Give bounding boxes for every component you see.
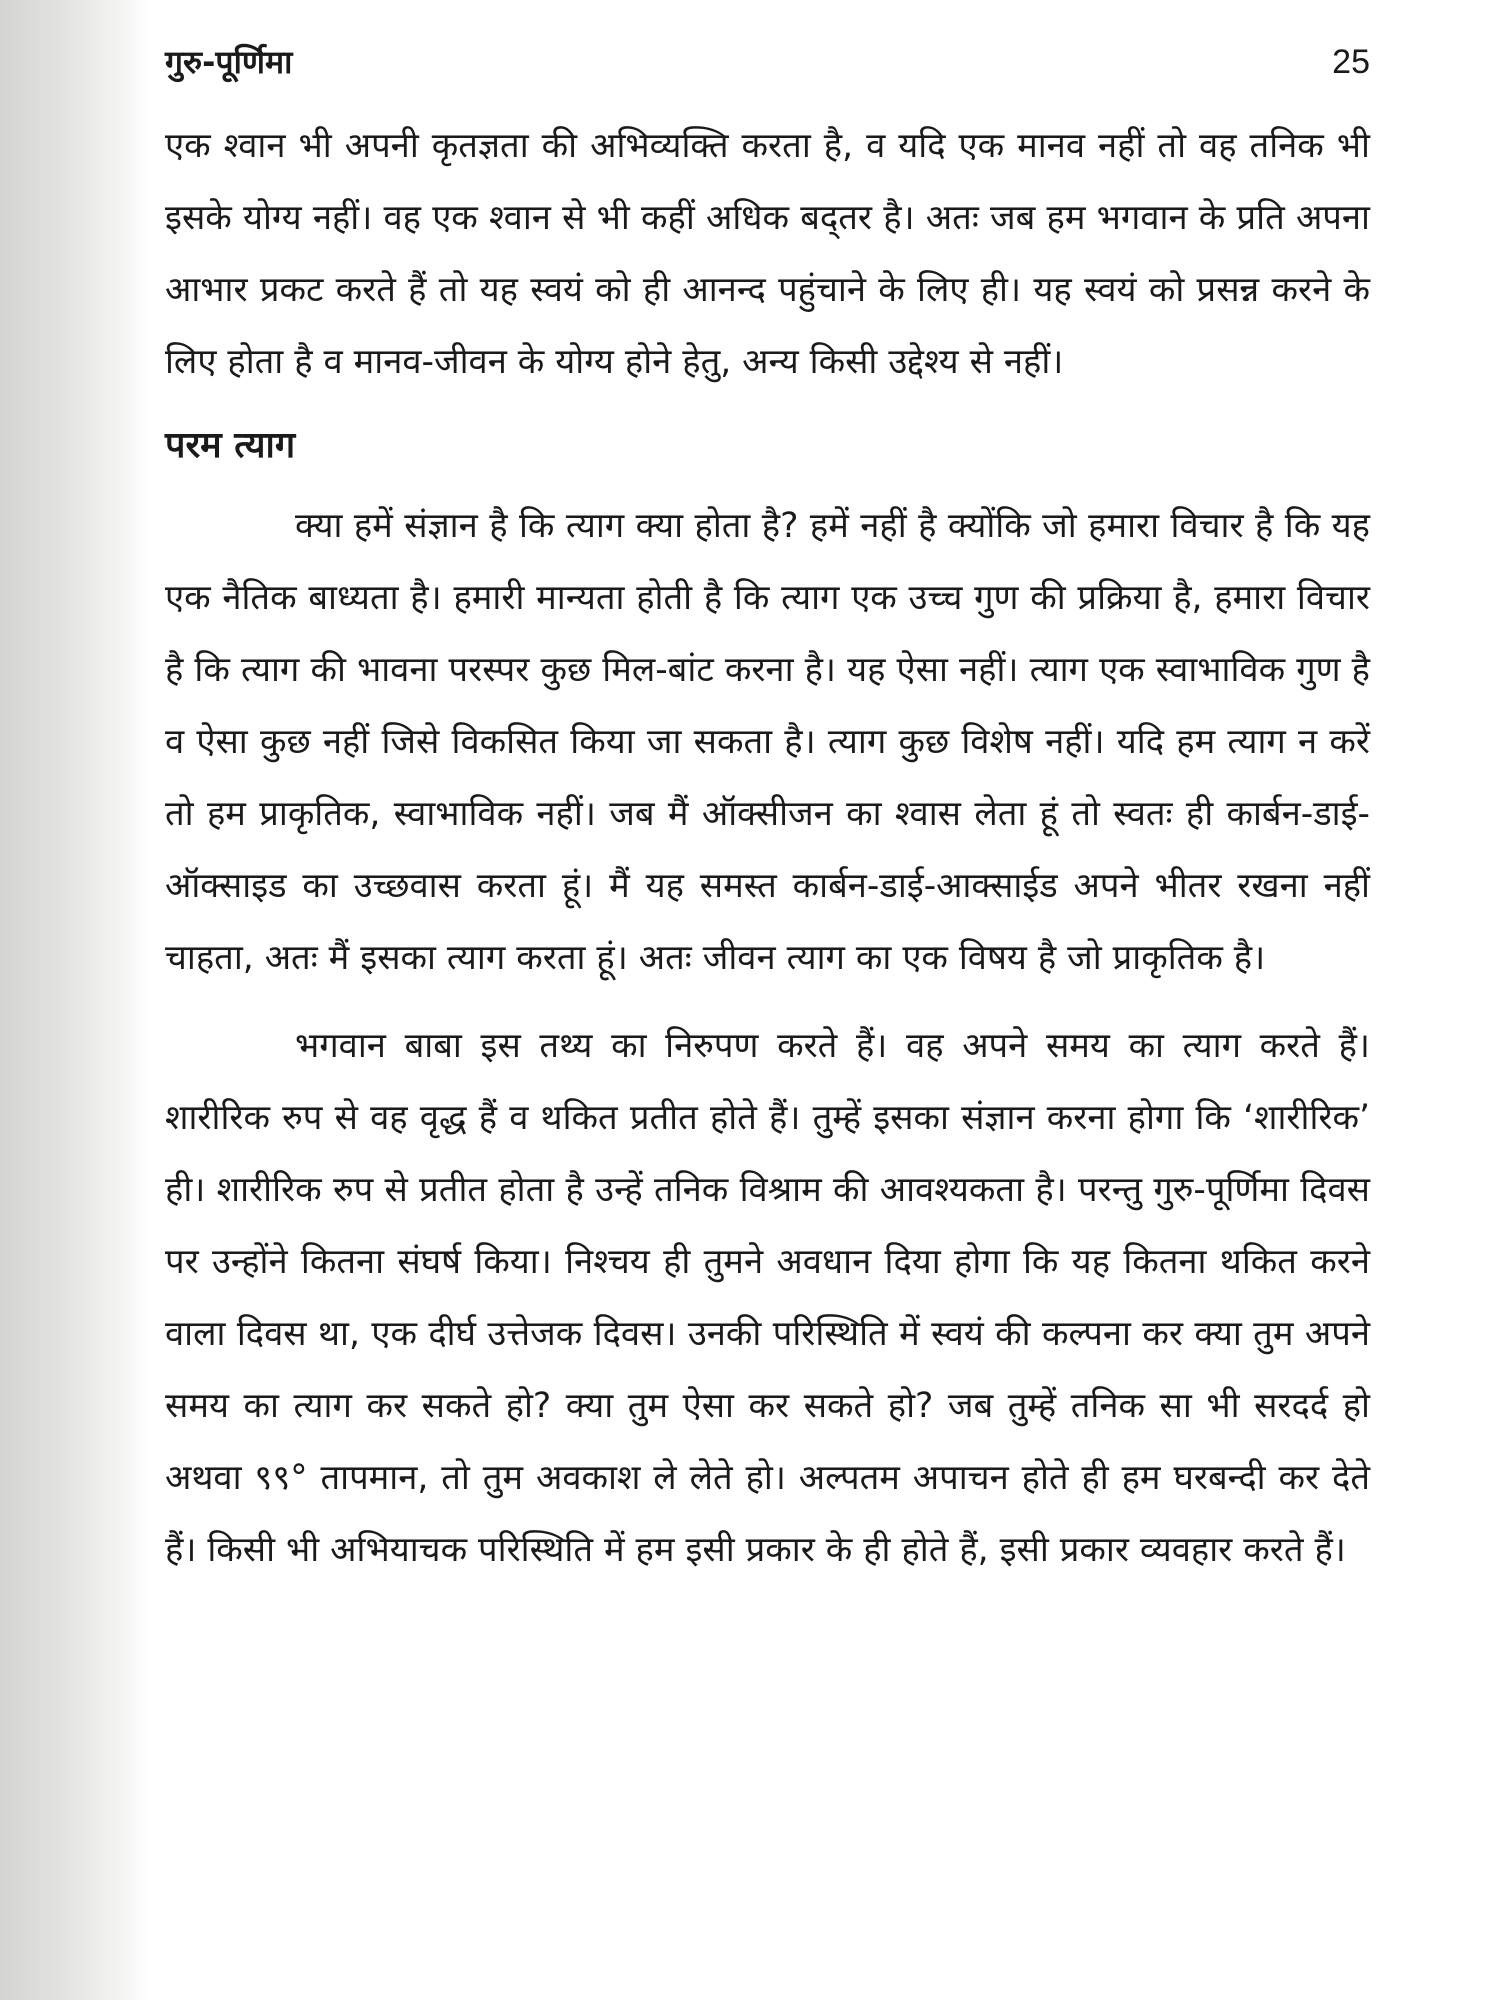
page-content	[165, 40, 1370, 1586]
paragraph-baba-example: भगवान बाबा इस तथ्य का निरुपण करते हैं। वह अपने समय का त्याग करते हैं। शारीरिक रुप से वह वृद्ध हैं व थकित प्रतीत होते हैं। तुम्हें इसका संज्ञान करना होगा कि ‘शारीरिक’ ही। शारीरिक रुप से प्रतीत होता है उन्हें तनिक विश्राम की आवश्यकता है। परन्तु गुरु-पूर्णिमा दिवस पर उन्होंने कितना संघर्ष किया। निश्चय ही तुमने अवधान दिया होगा कि यह कितना थकित करने वाला दिवस था, एक दीर्घ उत्तेजक दिवस। उनकी परिस्थिति में स्वयं की कल्पना कर क्या तुम अपने समय का त्याग कर सकते हो? क्या तुम ऐसा कर सकते हो? जब तुम्हें तनिक सा भी सरदर्द हो अथवा ९९° तापमान, तो तुम अवकाश ले लेते हो। अल्पतम अपाचन होते ही हम घरबन्दी कर देते हैं। किसी भी अभियाचक परिस्थिति में हम इसी प्रकार के ही होते हैं, इसी प्रकार व्यवहार करते हैं।	[165, 1026, 1370, 1570]
paragraph-gap	[165, 994, 1370, 1010]
running-title: गुरु-पूर्णिमा	[165, 43, 293, 81]
running-header	[165, 40, 1370, 110]
page-number: 25	[1332, 43, 1370, 81]
section-heading: परम त्याग	[165, 425, 296, 466]
intro-paragraph: एक श्वान भी अपनी कृतज्ञता की अभिव्यक्ति करता है, व यदि एक मानव नहीं तो वह तनिक भी इसके योग्य नहीं। वह एक श्वान से भी कहीं अधिक बद्‍तर है। अतः जब हम भगवान के प्रति अपना आभार प्रकट करते हैं तो यह स्वयं को ही आनन्द पहुंचाने के लिए ही। यह स्वयं को प्रसन्न करने के लिए होता है व मानव-जीवन के योग्य होने हेतु, अन्य किसी उद्देश्य से नहीं।	[165, 126, 1370, 382]
paragraph-tyag-definition: क्या हमें संज्ञान है कि त्याग क्या होता है? हमें नहीं है क्योंकि जो हमारा विचार है कि यह एक नैतिक बाध्यता है। हमारी मान्यता होती है कि त्याग एक उच्च गुण की प्रक्रिया है, हमारा विचार है कि त्याग की भावना परस्पर कुछ मिल-बांट करना है। यह ऐसा नहीं। त्याग एक स्वाभाविक गुण है व ऐसा कुछ नहीं जिसे विकसित किया जा सकता है। त्याग कुछ विशेष नहीं। यदि हम त्याग न करें तो हम प्राकृतिक, स्वाभाविक नहीं। जब मैं ऑक्सीजन का श्वास लेता हूं तो स्वतः ही कार्बन-डाई-ऑक्साइड का उच्छवास करता हूं। मैं यह समस्त कार्बन-डाई-आक्साईड अपने भीतर रखना नहीं चाहता, अतः मैं इसका त्याग करता हूं। अतः जीवन त्याग का एक विषय है जो प्राकृतिक है।	[165, 506, 1370, 978]
binding-gutter-shadow	[0, 0, 150, 2000]
